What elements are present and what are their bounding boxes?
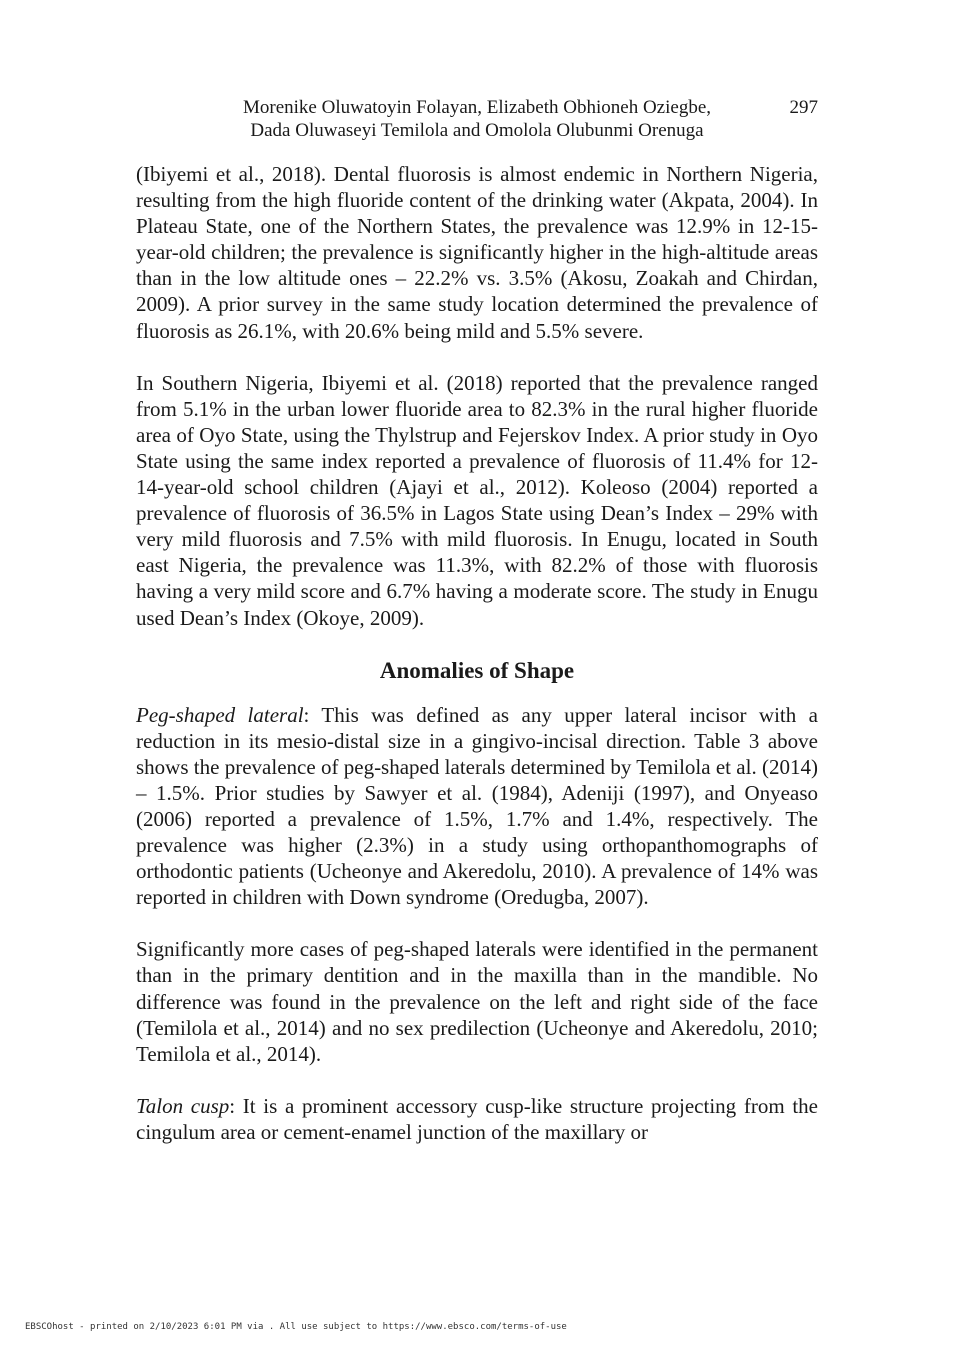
term-peg-shaped-lateral: Peg-shaped lateral [136, 702, 304, 727]
section-heading: Anomalies of Shape [379, 657, 575, 683]
running-head-authors-line-1: Morenike Oluwatoyin Folayan, Elizabeth Obhioneh Oziegbe, [242, 97, 711, 118]
paragraph-peg-shaped-lateral-text: : This was defined as any upper lateral incisor with a reduction in its mesio-distal size in a gingivo-incisal direction. Table 3 above shows the prevalence of peg-shaped laterals determined by Temilola et al. (2014) – 1.5%. Prior studies by Sawyer et al. (1984), Adeniji (1997), and Onyeaso (2006) reported a prevalence of 1.5%, 1.7% and 1.4%, respectively. The prevalence was higher (2.3%) in a study using orthopanthomographs of orthodontic patients (Ucheonye and Akeredolu, 2010). A prevalence of 14% was reported in children with Down syndrome (Oredugba, 2007). [136, 702, 818, 910]
running-head [136, 96, 818, 142]
paragraph-talon-cusp-text: : It is a prominent accessory cusp-like structure projecting from the cingulum area or cement-enamel junction of the maxillary or [136, 1093, 818, 1144]
paragraph-fluorosis-northern: (Ibiyemi et al., 2018). Dental fluorosis is almost endemic in Northern Nigeria, resulting from the high fluoride content of the drinking water (Akpata, 2004). In Plateau State, one of the Northern States, the prevalence was 12.9% in 12-15-year-old children; the prevalence is significantly higher in the high-altitude areas than in the low altitude ones – 22.2% vs. 3.5% (Akosu, Zoakah and Chirdan, 2009). A prior survey in the same study location determined the prevalence of fluorosis as 26.1%, with 20.6% being mild and 5.5% severe. [136, 162, 818, 343]
paragraph-fluorosis-southern: In Southern Nigeria, Ibiyemi et al. (2018) reported that the prevalence ranged from 5.1% in the urban lower fluoride area to 82.3% in the rural higher fluoride area of Oyo State, using the Thylstrup and Fejerskov Index. A prior study in Oyo State using the same index reported a prevalence of fluorosis of 11.4% for 12-14-year-old school children (Ajayi et al., 2012). Koleoso (2004) reported a prevalence of fluorosis of 36.5% in Lagos State using Dean’s Index – 29% with very mild fluorosis and 7.5% with mild fluorosis. In Enugu, located in South east Nigeria, the prevalence was 11.3%, with 82.2% of those with fluorosis having a very mild score and 6.7% having a moderate score. The study in Enugu used Dean’s Index (Okoye, 2009). [136, 370, 818, 630]
paragraph-peg-shaped-distribution: Significantly more cases of peg-shaped laterals were identified in the permanent than in the primary dentition and in the maxilla than in the mandible. No difference was found in the prevalence on the left and right side of the face (Temilola et al., 2014) and no sex predilection (Ucheonye and Akeredolu, 2010; Temilola et al., 2014). [136, 937, 818, 1066]
page-number: 297 [789, 97, 818, 118]
term-talon-cusp: Talon cusp [136, 1093, 230, 1118]
paragraph-peg-shaped-lateral [136, 702, 818, 911]
body-text [136, 161, 818, 1171]
ebscohost-footer: EBSCOhost - printed on 2/10/2023 6:01 PM via . All use subject to https://www.ebsco.com/terms-of-use [25, 1322, 567, 1332]
paragraph-talon-cusp [136, 1093, 818, 1145]
running-head-authors-line-2: Dada Oluwaseyi Temilola and Omolola Olubunmi Orenuga [250, 120, 704, 141]
